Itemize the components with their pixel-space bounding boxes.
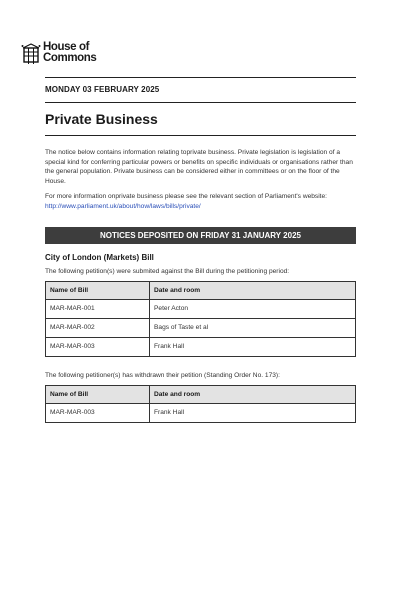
logo-line-1: House of [43,41,89,53]
column-header-date-room: Date and room [150,385,356,403]
section-gap [45,357,356,372]
private-bills-link[interactable]: http://www.parliament.uk/about/how/laws/bills/private/ [45,202,201,210]
notice-date: MONDAY 03 FEBRUARY 2025 [45,85,160,94]
house-of-commons-logo [21,42,356,72]
column-header-bill: Name of Bill [46,281,150,299]
table-row [46,403,356,422]
table-row [46,337,356,356]
petitions-table [45,281,356,357]
page-title: Private Business [45,111,158,127]
title-divider [45,135,356,136]
intro-paragraph-1: The notice below contains information relating toprivate business. Private legislation is legislation of a special kind for conferring particular powers or benefits on specific individuals or organisations rather than the general population. Private business can be considered either in committees or on the floor of the House. [45,149,353,185]
intro-paragraph-2 [45,192,356,211]
petition-bill: MAR-MAR-003 [46,403,150,422]
intro-paragraph-2-text: For more information onprivate business please see the relevant section of Parliament's website: [45,193,328,201]
top-divider [45,77,356,78]
portcullis-icon [21,43,41,67]
withdrawn-table [45,385,356,423]
petitioner-name: Peter Acton [150,299,356,318]
notices-banner: NOTICES DEPOSITED ON FRIDAY 31 JANUARY 2025 [45,227,356,244]
table-header-row [46,281,356,299]
withdrawn-intro: The following petitioner(s) has withdrawn their petition (Standing Order No. 173): [45,371,280,379]
date-divider [45,102,356,103]
petitioner-name: Bags of Taste et al [150,318,356,337]
petition-bill: MAR-MAR-002 [46,318,150,337]
table-header-row [46,385,356,403]
table-row [46,299,356,318]
petitions-intro: The following petition(s) were submited against the Bill during the petitioning period: [45,267,290,275]
petitioner-name: Frank Hall [150,403,356,422]
column-header-date-room: Date and room [150,281,356,299]
logo-line-2: Commons [43,52,97,64]
petition-bill: MAR-MAR-003 [46,337,150,356]
column-header-bill: Name of Bill [46,385,150,403]
table-row [46,318,356,337]
petition-bill: MAR-MAR-001 [46,299,150,318]
bill-title: City of London (Markets) Bill [45,252,154,262]
petitioner-name: Frank Hall [150,337,356,356]
document-page [45,42,356,423]
